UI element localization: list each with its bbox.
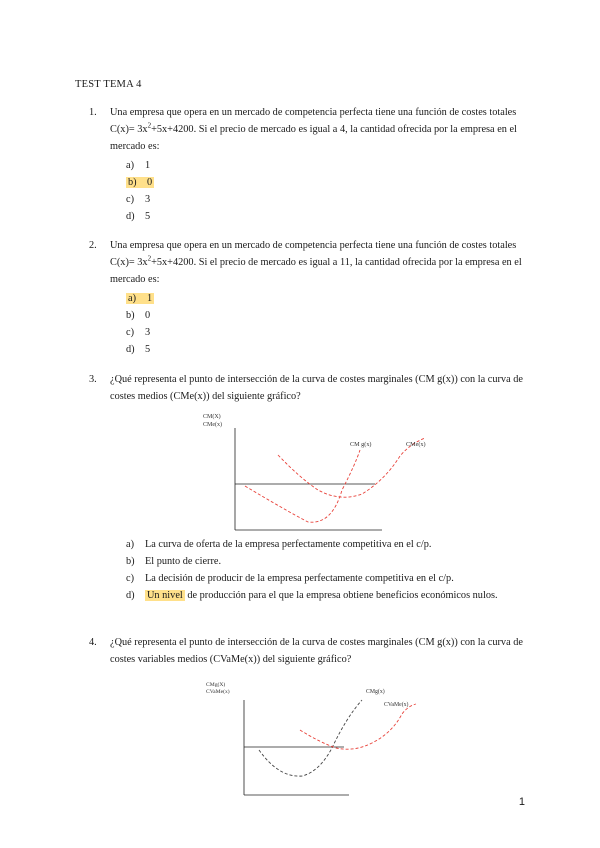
question-number: 2.	[89, 240, 97, 251]
question-text: ¿Qué representa el punto de intersección de la curva de costes marginales (CM g(x)) con la curva de costes medios (CMe(x)) del siguiente gráfico?	[110, 374, 523, 402]
cmg-curve-label: CM g(x)	[350, 441, 372, 448]
option-b[interactable]: b) 0	[126, 310, 151, 321]
option-b[interactable]: b) El punto de cierre.	[126, 556, 222, 567]
question-2	[89, 237, 537, 358]
cvame-curve	[300, 704, 416, 749]
question-3	[89, 371, 537, 405]
selected-answer-highlight: Un nivel	[147, 590, 183, 601]
option-c[interactable]: c) 3	[126, 194, 151, 205]
page-number: 1	[518, 796, 525, 808]
option-a[interactable]	[126, 290, 537, 307]
option-a[interactable]: a) 1	[126, 160, 151, 171]
question-number: 4.	[89, 637, 97, 648]
option-c[interactable]: c) La decisión de producir de la empresa perfectamente competitiva en el c/p.	[126, 573, 454, 584]
question-1	[89, 104, 537, 225]
answer-options	[126, 290, 537, 358]
option-b[interactable]	[126, 174, 537, 191]
cme-curve-label: CMe(x)	[406, 441, 426, 448]
cost-curves-chart-q3	[200, 410, 426, 534]
option-d[interactable]: d) Un nivel de producción para el que la empresa obtiene beneficios económicos nulos.	[126, 590, 498, 601]
cvame-curve-label: CVaMe(x)	[384, 702, 409, 708]
question-number: 1.	[89, 107, 97, 118]
y-axis-label-1: CM(X)	[203, 414, 221, 420]
cost-curves-chart-q4	[204, 678, 444, 802]
option-d[interactable]: d) 5	[126, 344, 151, 355]
question-4	[89, 634, 537, 668]
answer-options	[126, 536, 537, 604]
answer-options	[126, 157, 537, 225]
question-text: Una empresa que opera en un mercado de competencia perfecta tiene una función de costes totales $C(x)= 3x^2+5x+4200$. Si el precio de mercado es igual a 11, la cantidad ofrecida por la empresa en el mercado es:	[110, 240, 522, 285]
selected-answer-highlight: a) 1	[128, 293, 153, 304]
option-c[interactable]: c) 3	[126, 327, 151, 338]
y-axis-label-2: CVaMe(x)	[206, 689, 230, 695]
y-axis-label-1: CMg(X)	[206, 682, 226, 688]
page-title: TEST TEMA 4	[75, 79, 142, 90]
selected-answer-highlight: b) 0	[128, 177, 153, 188]
option-a[interactable]: a) La curva de oferta de la empresa perfectamente competitiva en el c/p.	[126, 539, 432, 550]
option-d[interactable]: d) 5	[126, 211, 151, 222]
question-text: ¿Qué representa el punto de intersección de la curva de costes marginales (CM g(x)) con la curva de costes variables medios (CVaMe(x)) del siguiente gráfico?	[110, 637, 523, 665]
cmg-curve	[245, 450, 360, 522]
question-3-options	[89, 536, 537, 604]
question-text: Una empresa que opera en un mercado de competencia perfecta tiene una función de costes totales $C(x)= 3x^2+5x+4200$. Si el precio de mercado es igual a 4, la cantidad ofrecida por la empresa en el mercado es:	[110, 107, 517, 152]
cmg-curve-label: CMg(x)	[366, 689, 385, 695]
question-number: 3.	[89, 374, 97, 385]
y-axis-label-2: CMe(x)	[203, 422, 222, 428]
cmg-curve	[259, 700, 362, 776]
